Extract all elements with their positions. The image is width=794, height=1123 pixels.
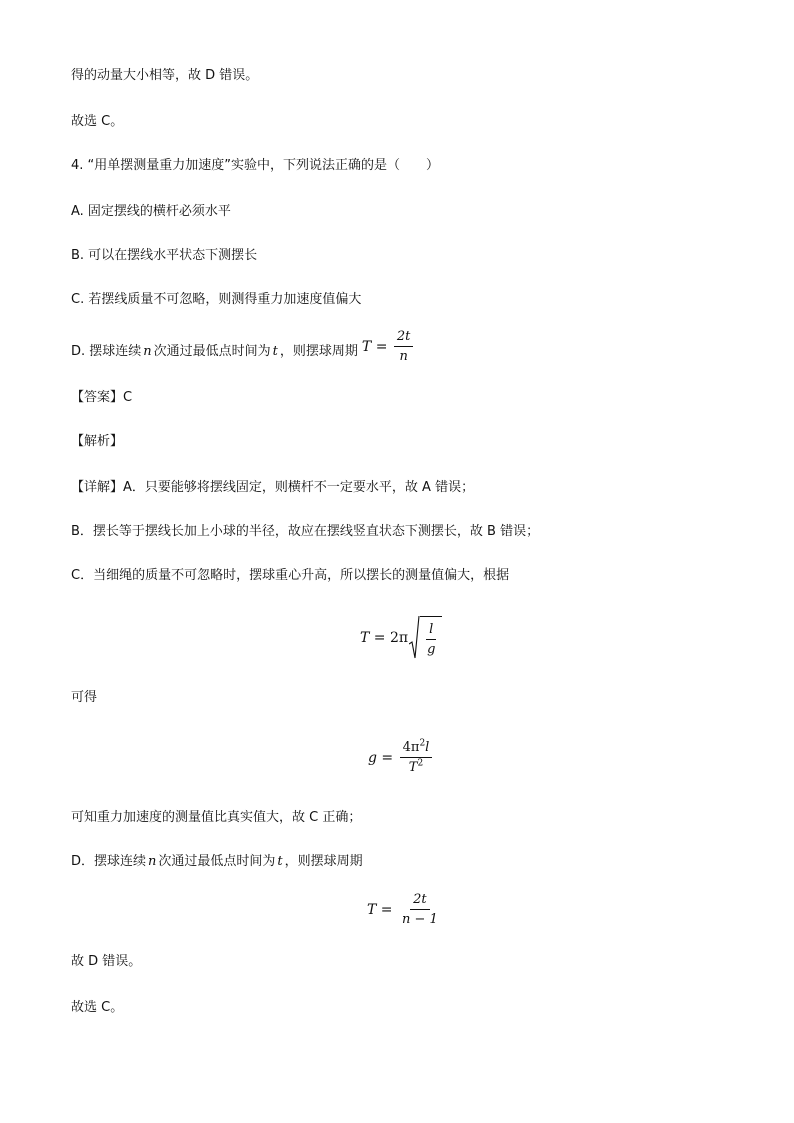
detail-d-text-b: 次通过最低点时间为 [158,854,276,869]
detail-d-text-c: ，则摆球周期 [284,854,363,869]
formula-lhs: T [360,630,370,646]
conclusion-c: 可知重力加速度的测量值比真实值大，故 C 正确； [71,810,362,825]
fraction-denominator: n [399,349,408,364]
fraction-numerator: l [426,622,436,640]
formula-period-corrected [367,892,443,927]
question-number: 4. [71,158,84,173]
d-wrong-line: 故 D 错误。 [71,954,142,969]
option-d-var-t: t [272,343,278,359]
fraction-denominator [406,758,426,775]
option-d-var-n: n [143,343,152,359]
formula-lhs: g [368,749,377,766]
fraction [399,892,441,927]
question-4-stem [71,157,439,175]
radical-sign-icon [409,616,420,660]
option-d-text-b: 次通过最低点时间为 [153,343,271,359]
answer-value: C [123,390,133,405]
fraction-numerator: 2t [394,329,414,347]
formula-eq: = [371,338,392,355]
fraction-numerator [400,740,433,758]
fraction [400,740,433,775]
detail-d-var-n: n [148,854,157,869]
num-exponent: 2 [419,738,426,749]
detail-d [71,853,363,871]
detail-label: 【详解】 [71,480,124,495]
text-line-choose-c-2: 故选 C。 [71,1000,124,1015]
option-b: B. 可以在摆线水平状态下测摆长 [71,248,258,263]
analysis-label: 【解析】 [71,434,124,449]
option-a: A. 固定摆线的横杆必须水平 [71,204,231,219]
detail-b: B．摆长等于摆线长加上小球的半径，故应在摆线竖直状态下测摆长，故 B 错误； [71,524,540,539]
fraction-numerator: 2t [410,892,430,910]
fraction [394,329,414,364]
formula-lhs: T [361,338,372,355]
formula-pendulum-period [360,616,442,660]
answer-line [71,389,132,407]
formula-eq: = [376,749,398,766]
formula-lhs: T [367,901,377,918]
option-d [71,329,415,364]
den-var: T [408,760,418,775]
formula-eq: = [376,901,397,918]
radicand [420,616,442,660]
formula-g [368,740,434,775]
fraction-denominator: g [427,642,436,657]
fraction [424,622,438,657]
detail-c: C．当细绳的质量不可忽略时，摆球重心升高，所以摆长的测量值偏大，根据 [71,568,510,583]
text-line-momentum: 得的动量大小相等，故 D 错误。 [71,68,259,83]
square-root [409,616,442,660]
fraction-denominator: n − 1 [401,912,438,927]
text-line-choose-c-1: 故选 C。 [71,114,124,129]
ke-de-line: 可得 [71,690,98,705]
option-c: C. 若摆线质量不可忽略，则测得重力加速度值偏大 [71,292,362,307]
formula-option-d [362,329,415,364]
option-d-text-c: ，则摆球周期 [279,343,358,359]
answer-label: 【答案】 [71,390,124,405]
den-exponent: 2 [417,758,424,769]
detail-a-text: A．只要能够将摆线固定，则横杆不一定要水平，故 A 错误； [123,480,475,495]
detail-a [71,479,474,497]
detail-d-text-a: D．摆球连续 [71,854,147,869]
formula-eq: = 2π [369,630,409,646]
num-part: 4π [402,740,420,755]
num-var: l [425,740,430,755]
detail-d-var-t: t [277,854,283,869]
question-text: “用单摆测量重力加速度”实验中，下列说法正确的是（ ） [87,158,440,173]
option-d-text-a: D. 摆球连续 [71,343,142,359]
